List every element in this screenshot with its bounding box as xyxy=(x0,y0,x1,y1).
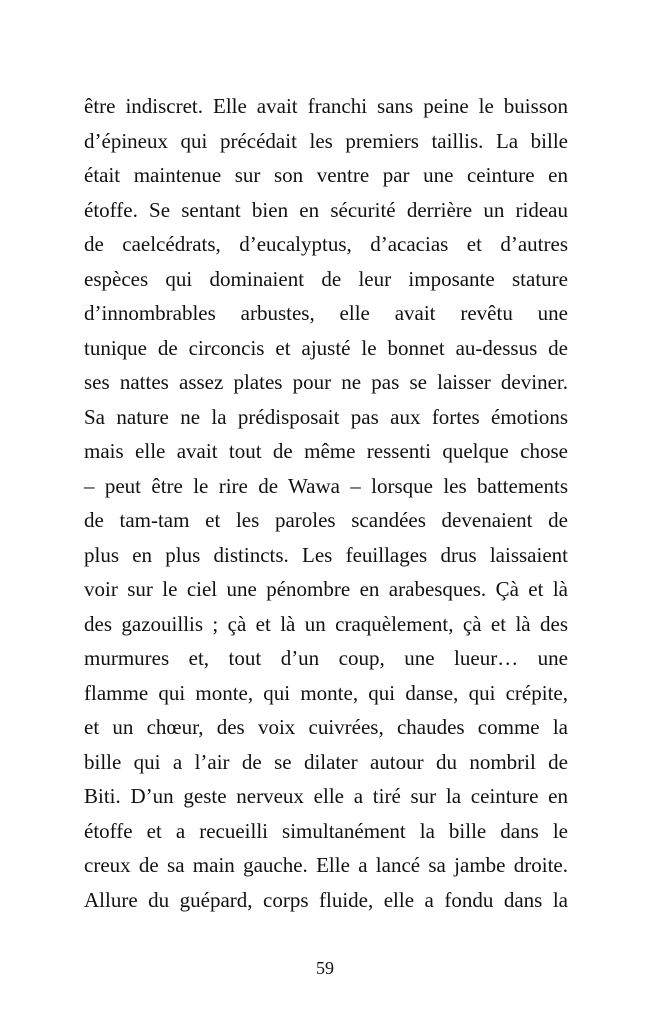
text-line: – peut être le rire de Wawa – lorsque les battements xyxy=(84,473,568,498)
page-number: 59 xyxy=(316,958,334,978)
text-line: murmures et, tout d’un coup, une lueur… une xyxy=(84,646,568,670)
text-line: voir sur le ciel une pénombre en arabesques. Çà et là xyxy=(84,577,568,601)
text-line: plus en plus distincts. Les feuillages drus laissaient xyxy=(84,542,568,567)
text-line: d’épineux qui précédait les premiers taillis. La bille xyxy=(84,128,568,153)
text-line: espèces qui dominaient de leur imposante stature xyxy=(84,266,568,291)
text-line: Biti. D’un geste nerveux elle a tiré sur la ceinture en xyxy=(84,784,568,808)
text-line: des gazouillis ; çà et là un craquèlement, çà et là des xyxy=(84,611,568,636)
text-line: d’innombrables arbustes, elle avait revêtu une xyxy=(84,301,568,325)
text-line: étoffe. Se sentant bien en sécurité derrière un rideau xyxy=(84,197,568,222)
text-line: tunique de circoncis et ajusté le bonnet au-dessus de xyxy=(84,335,568,360)
text-line: étoffe et a recueilli simultanément la bille dans le xyxy=(84,818,568,843)
text-line: Sa nature ne la prédisposait pas aux fortes émotions xyxy=(84,404,568,429)
text-line: de caelcédrats, d’eucalyptus, d’acacias et d’autres xyxy=(84,232,568,256)
text-line: était maintenue sur son ventre par une ceinture en xyxy=(84,163,568,187)
text-line: et un chœur, des voix cuivrées, chaudes comme la xyxy=(84,715,568,739)
text-line: ses nattes assez plates pour ne pas se laisser deviner. xyxy=(84,370,568,394)
text-line: Allure du guépard, corps fluide, elle a fondu dans la xyxy=(84,887,568,912)
text-line: être indiscret. Elle avait franchi sans peine le buisson xyxy=(84,94,568,118)
text-line: bille qui a l’air de se dilater autour du nombril de xyxy=(84,749,568,774)
text-line: de tam-tam et les paroles scandées devenaient de xyxy=(84,508,568,532)
text-line: creux de sa main gauche. Elle a lancé sa jambe droite. xyxy=(84,853,568,877)
text-line: mais elle avait tout de même ressenti quelque chose xyxy=(84,439,568,463)
text-line: flamme qui monte, qui monte, qui danse, qui crépite, xyxy=(84,680,568,705)
body-text xyxy=(84,89,568,917)
